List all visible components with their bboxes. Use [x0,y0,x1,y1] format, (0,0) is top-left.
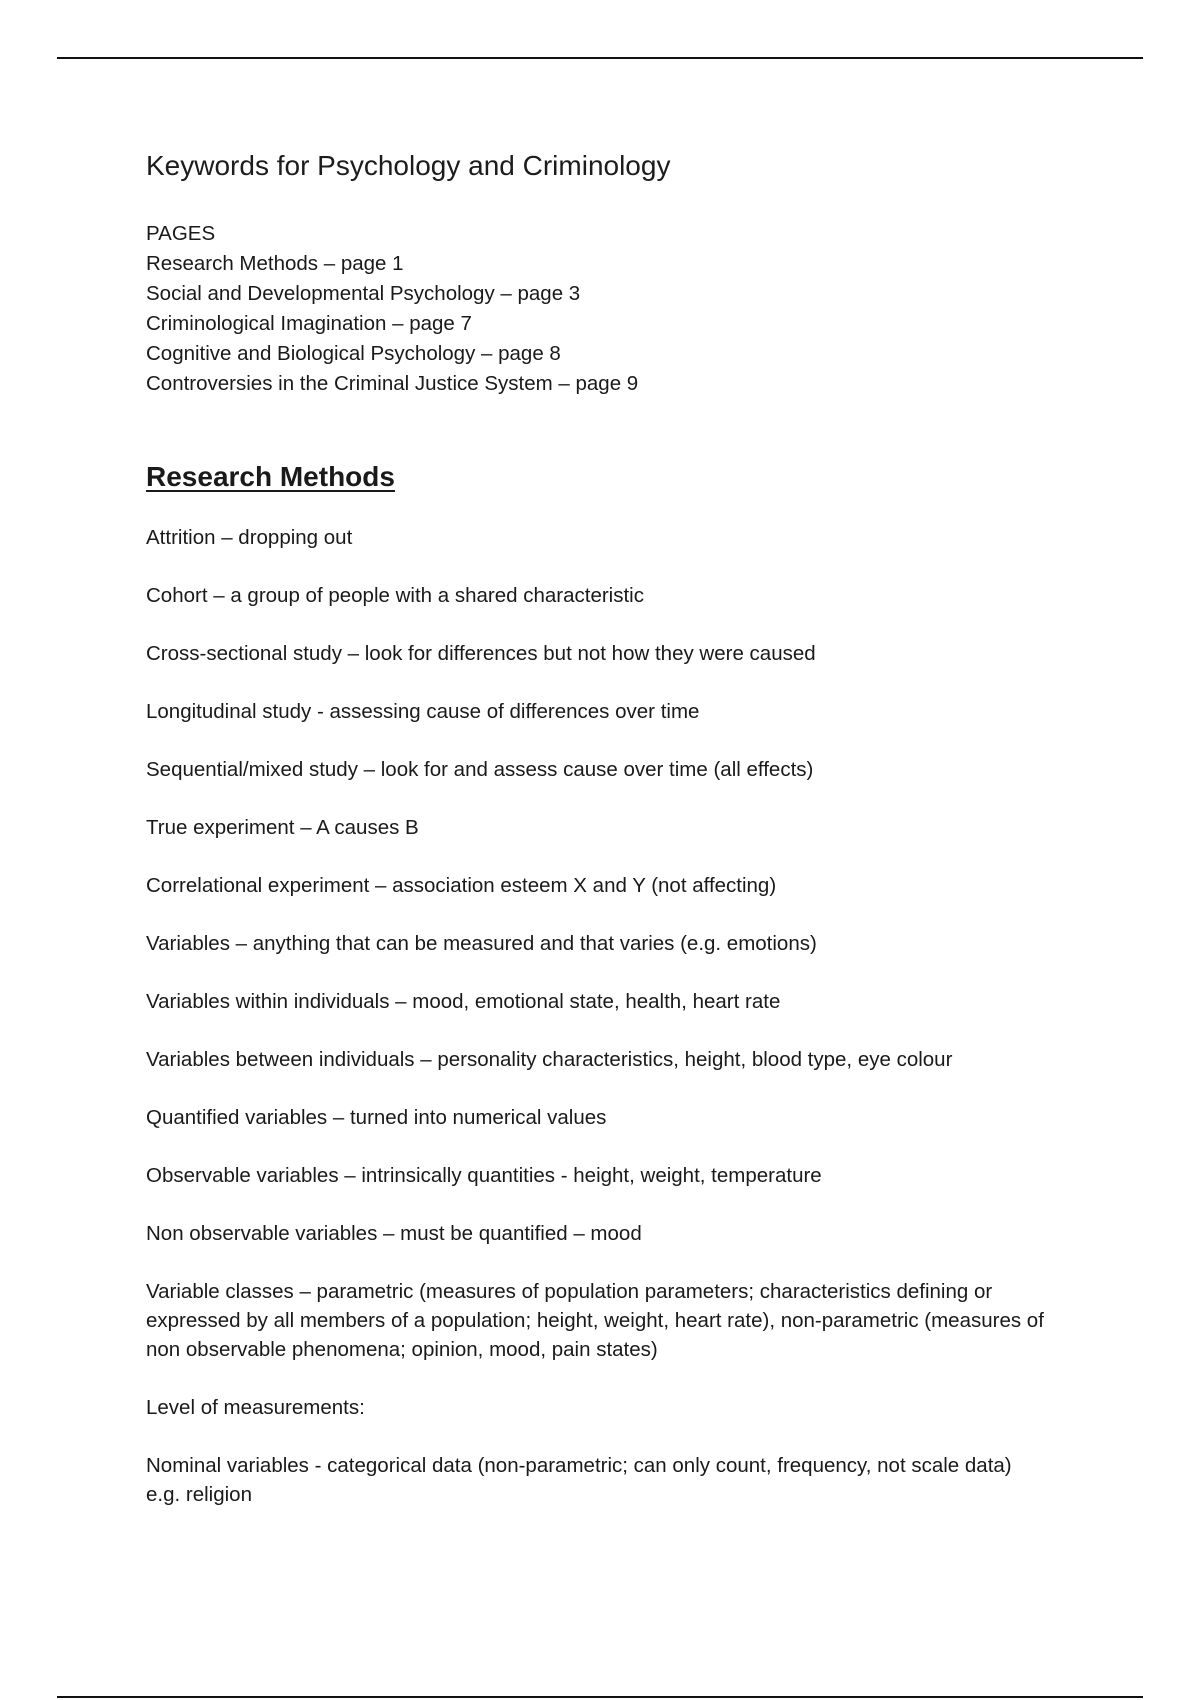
document-title: Keywords for Psychology and Criminology [146,150,671,181]
table-of-contents [146,219,1046,399]
keyword-list [146,523,1046,1509]
toc-item-cognitive-biological: Cognitive and Biological Psychology – page 8 [146,342,561,365]
toc-item-social-developmental: Social and Developmental Psychology – page 3 [146,282,581,305]
keyword-entry-variable-classes: Variable classes – parametric (measures of population parameters; characteristics defining or expressed by all members of a population; height, weight, heart rate), non-parametric (measures of non observable phenomena; opinion, mood, pain states) [146,1280,1044,1361]
keyword-entry-level-of-measurements: Level of measurements: [146,1396,365,1419]
keyword-entry-sequential: Sequential/mixed study – look for and assess cause over time (all effects) [146,758,814,781]
keyword-entry-correlational: Correlational experiment – association esteem X and Y (not affecting) [146,874,777,897]
keyword-entry-true-experiment: True experiment – A causes B [146,816,419,839]
toc-item-research-methods: Research Methods – page 1 [146,252,404,275]
keyword-entry-cross-sectional: Cross-sectional study – look for differences but not how they were caused [146,642,816,665]
keyword-entry-attrition: Attrition – dropping out [146,526,353,549]
bottom-rule [57,1696,1143,1698]
toc-heading: PAGES [146,222,216,245]
top-rule [57,57,1143,59]
keyword-entry-observable: Observable variables – intrinsically quantities - height, weight, temperature [146,1164,822,1187]
document-body [146,147,1046,1538]
keyword-entry-longitudinal: Longitudinal study - assessing cause of differences over time [146,700,700,723]
keyword-entry-variables-between: Variables between individuals – personality characteristics, height, blood type, eye colour [146,1048,953,1071]
toc-item-controversies: Controversies in the Criminal Justice System – page 9 [146,372,639,395]
keyword-entry-non-observable: Non observable variables – must be quantified – mood [146,1222,642,1245]
keyword-entry-cohort: Cohort – a group of people with a shared characteristic [146,584,644,607]
keyword-entry-nominal: Nominal variables - categorical data (non-parametric; can only count, frequency, not scale data) e.g. religion [146,1454,1012,1506]
keyword-entry-quantified: Quantified variables – turned into numerical values [146,1106,607,1129]
keyword-entry-variables-within: Variables within individuals – mood, emotional state, health, heart rate [146,990,781,1013]
toc-item-criminological-imagination: Criminological Imagination – page 7 [146,312,472,335]
keyword-entry-variables: Variables – anything that can be measured and that varies (e.g. emotions) [146,932,817,955]
section-heading: Research Methods [146,461,395,492]
